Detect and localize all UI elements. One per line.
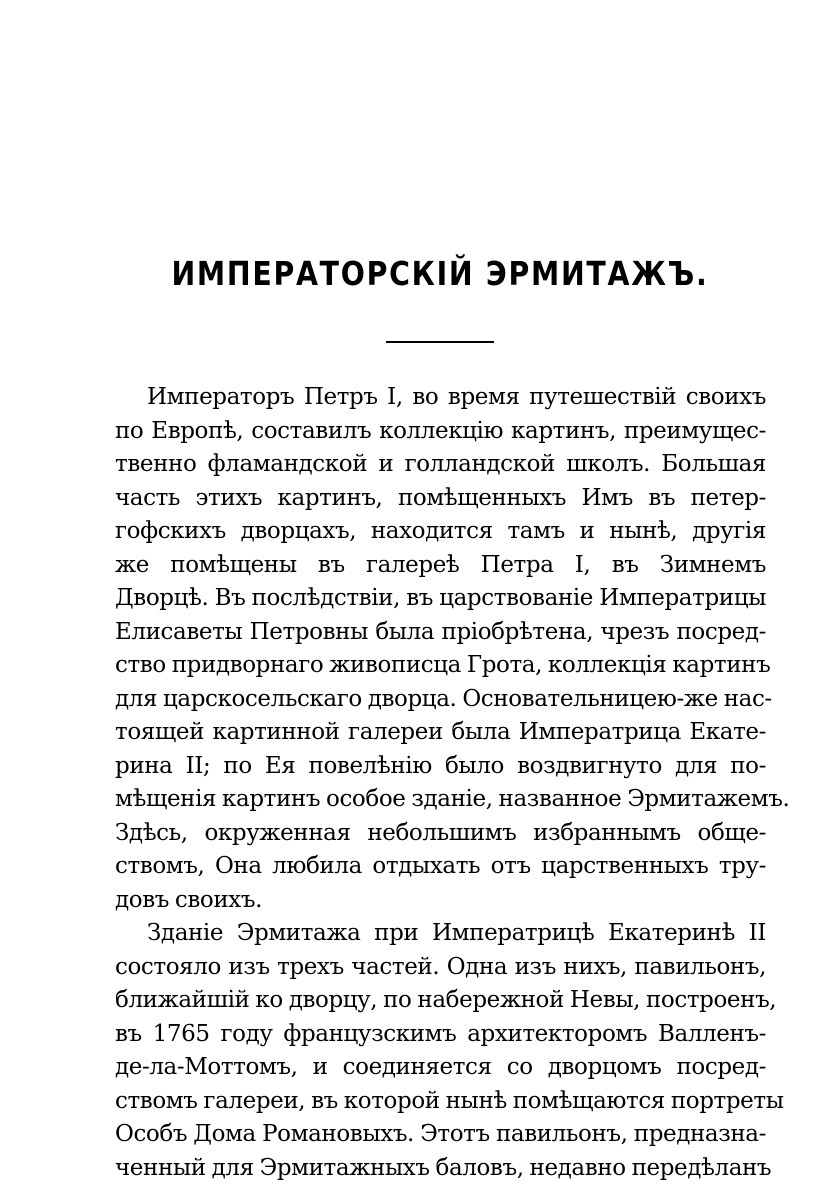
text-line: для царскосельскаго дворца. Основательницею-же нас-: [115, 685, 772, 712]
text-line: Елисаветы Петровны была пріобрѣтена, чрезъ посред-: [115, 618, 766, 645]
text-line: де-ла-Моттомъ, и соединяется со дворцомъ посред-: [115, 1054, 766, 1080]
text-line: же помѣщены въ галереѣ Петра I, въ Зимнемъ: [115, 551, 766, 578]
paragraph-2: [115, 917, 784, 1185]
text-line: въ 1765 году французскимъ архитекторомъ Валленъ-: [115, 1020, 766, 1047]
body-text: [115, 381, 790, 1185]
text-line: Здѣсь, окруженная небольшимъ избраннымъ обще-: [115, 819, 766, 846]
text-line: довъ своихъ.: [115, 886, 263, 913]
text-line: тоящей картинной галереи была Императрица Екате-: [115, 719, 766, 745]
text-line: ствомъ галереи, въ которой нынѣ помѣщаются портреты: [115, 1087, 784, 1114]
text-line: часть этихъ картинъ, помѣщенныхъ Имъ въ петер-: [115, 484, 766, 511]
text-line: ченный для Эрмитажныхъ баловъ, недавно передѣланъ: [115, 1154, 772, 1181]
text-line: по Европѣ, составилъ коллекцію картинъ, преимущес-: [115, 417, 766, 444]
text-line: Зданіе Эрмитажа при Императрицѣ Екатеринѣ II: [147, 920, 766, 946]
text-line: твенно фламандской и голландской школъ. Большая: [115, 451, 766, 477]
chapter-title: ИМПЕРАТОРСКІЙ ЭРМИТАЖЪ.: [171, 254, 709, 293]
text-line: Дворцѣ. Въ послѣдствіи, въ царствованіе Императрицы: [115, 585, 766, 611]
text-line: гофскихъ дворцахъ, находится тамъ и нынѣ, другія: [115, 518, 766, 544]
title-divider-rule: [386, 341, 494, 343]
text-line: Особъ Дома Романовыхъ. Этотъ павильонъ, предназна-: [115, 1121, 766, 1147]
text-line: Императоръ Петръ I, во время путешествій своихъ: [147, 384, 766, 410]
text-line: рина II; по Ея повелѣнію было воздвигнуто для по-: [115, 752, 766, 779]
text-line: ство придворнаго живописца Грота, коллекція картинъ: [115, 652, 771, 678]
text-line: состояло изъ трехъ частей. Одна изъ нихъ, павильонъ,: [115, 953, 766, 980]
text-line: ближайшій ко дворцу, по набережной Невы, построенъ,: [115, 987, 777, 1013]
text-line: мѣщенія картинъ особое зданіе, названное Эрмитажемъ.: [115, 786, 790, 812]
paragraph-1: [115, 381, 790, 917]
text-line: ствомъ, Она любила отдыхать отъ царственныхъ тру-: [115, 853, 766, 879]
